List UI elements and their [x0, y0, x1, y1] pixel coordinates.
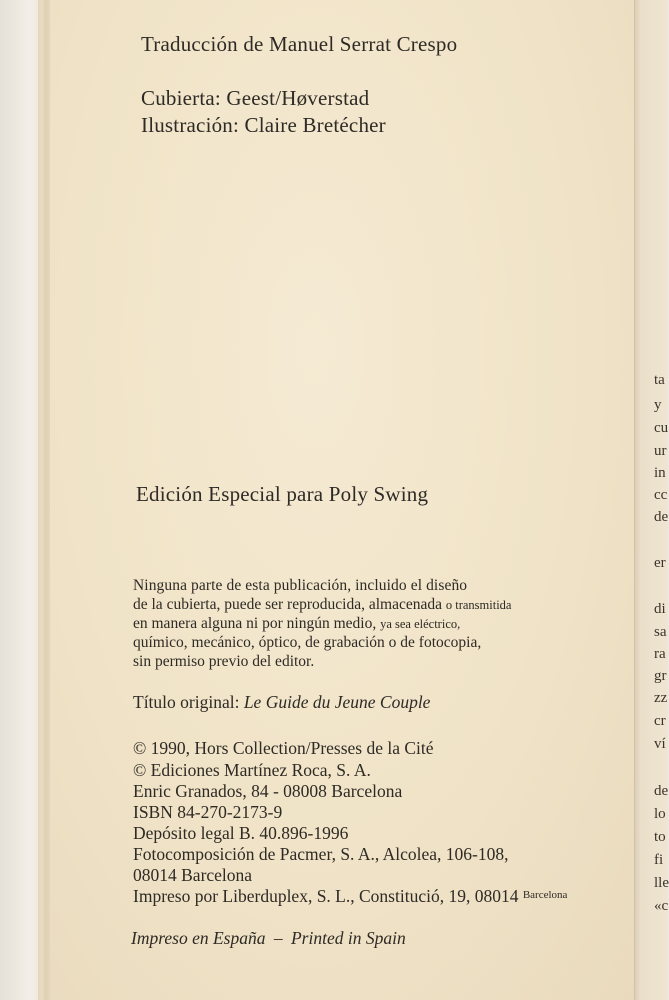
printer-credit-city: Barcelona — [522, 889, 568, 901]
legal-deposit: Depósito legal B. 40.896-1996 — [133, 823, 349, 843]
right-page-fragment: in — [654, 465, 666, 481]
printed-in-line — [131, 928, 406, 949]
right-page-fragment: cu — [654, 420, 669, 436]
publisher-address: Enric Granados, 84 - 08008 Barcelona — [133, 781, 403, 801]
printed-in-separator: – — [273, 928, 283, 948]
right-page-fragment: cc — [654, 487, 668, 503]
right-page-fragment: di — [654, 601, 666, 617]
right-page-fragment: de — [654, 783, 669, 799]
printed-in-spanish: Impreso en España — [131, 928, 266, 948]
right-page-fragment: sa — [654, 624, 667, 640]
illustration-credit: Ilustración: Claire Bretécher — [141, 113, 386, 137]
right-page-fragment: lle — [654, 875, 669, 891]
right-page-fragment: lo — [654, 806, 666, 822]
right-page-fragment: fi — [654, 852, 664, 868]
right-page-fragment: zz — [654, 690, 668, 706]
copyright-line-1: © 1990, Hors Collection/Presses de la Cité — [133, 738, 434, 758]
legal-notice-line-5: sin permiso previo del editor. — [133, 653, 315, 670]
original-title-line — [133, 692, 430, 713]
right-page-fragment: cr — [654, 713, 666, 729]
special-edition-line: Edición Especial para Poly Swing — [136, 482, 429, 506]
translation-credit: Traducción de Manuel Serrat Crespo — [141, 32, 458, 56]
legal-notice-line-3 — [133, 615, 460, 633]
printer-credit-postcode: 08014 — [474, 886, 519, 906]
right-page-fragment: ur — [654, 443, 667, 459]
typesetting-credit: Fotocomposición de Pacmer, S. A., Alcolea, 106-108, — [133, 844, 509, 864]
original-title-label: Título original: — [133, 692, 240, 712]
legal-notice-line-2 — [133, 596, 511, 614]
right-page-fragment: ta — [654, 372, 665, 388]
cover-credit: Cubierta: Geest/Høverstad — [141, 86, 370, 110]
right-page-fragment: de — [654, 509, 669, 525]
typesetting-city: 08014 Barcelona — [133, 865, 253, 885]
right-page-fragment: ra — [654, 646, 666, 662]
right-page-fragment: er — [654, 555, 666, 571]
right-page-fragment: «c — [654, 898, 669, 914]
right-page-fragment: gr — [654, 668, 667, 684]
printer-credit — [133, 886, 567, 907]
copyright-line-2: © Ediciones Martínez Roca, S. A. — [133, 760, 371, 780]
legal-notice-line-4: químico, mecánico, óptico, de grabación o de fotocopia, — [133, 634, 482, 651]
original-title-value: Le Guide du Jeune Couple — [243, 692, 431, 712]
legal-notice-line-1: Ninguna parte de esta publicación, incluido el diseño — [133, 577, 468, 594]
legal-notice-line-3-tail: ya sea eléctrico, — [380, 617, 461, 631]
right-page-fragment: to — [654, 829, 666, 845]
right-page-fragment: ví — [654, 736, 666, 752]
right-page-fragment: y — [654, 397, 662, 413]
isbn: ISBN 84-270-2173-9 — [133, 802, 283, 822]
legal-notice-line-2-main: de la cubierta, puede ser reproducida, almacenada — [133, 596, 442, 613]
printed-in-english: Printed in Spain — [290, 928, 406, 948]
legal-notice-line-3-main: en manera alguna ni por ningún medio, — [133, 615, 377, 632]
legal-notice-line-2-tail: o transmitida — [445, 598, 512, 612]
next-page-edge — [634, 0, 668, 1000]
printer-credit-main: Impreso por Liberduplex, S. L., Constitució, 19, — [133, 886, 471, 906]
